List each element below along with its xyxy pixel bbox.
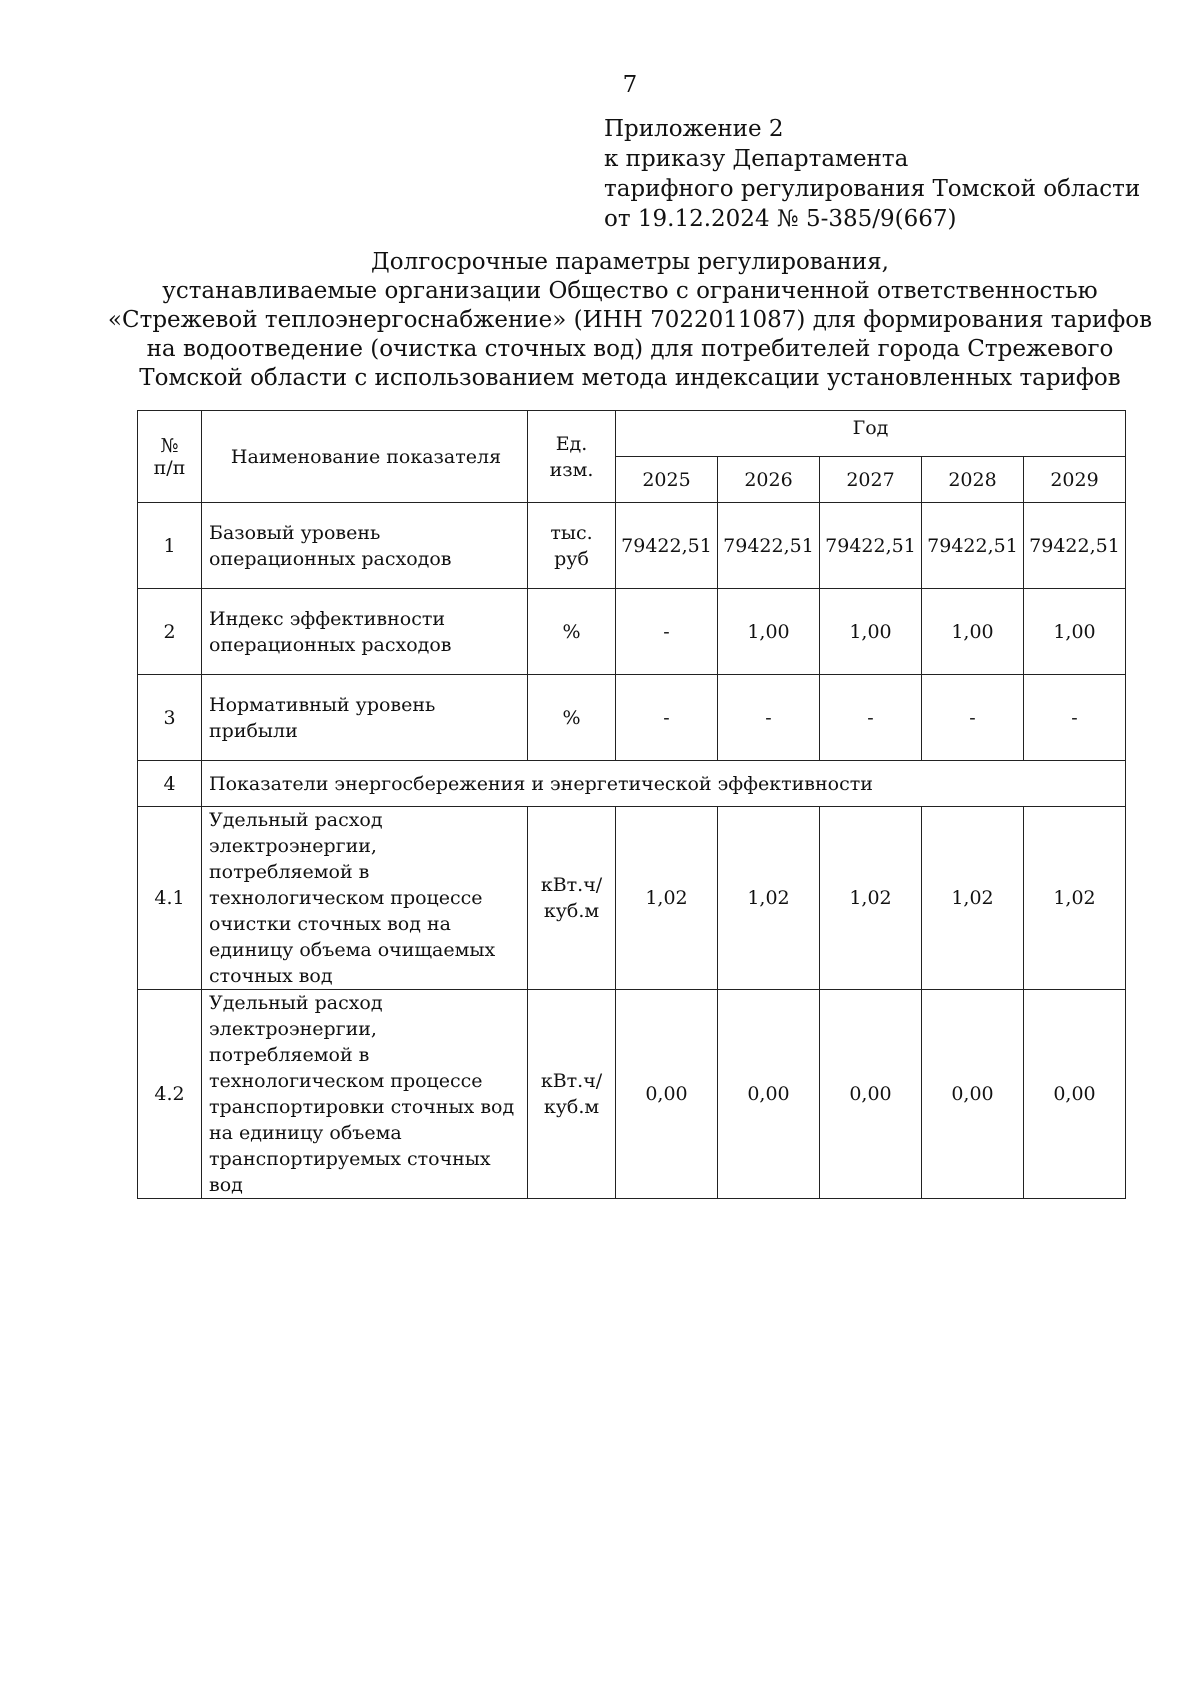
header-indicator-name: Наименование показателя xyxy=(202,411,528,503)
row-value: 79422,51 xyxy=(616,503,718,589)
title-line: «Стрежевой теплоэнергоснабжение» (ИНН 7022011087) для формирования тарифов xyxy=(107,307,1153,333)
row-value: 0,00 xyxy=(616,990,718,1199)
row-value: - xyxy=(718,675,820,761)
table-row xyxy=(138,675,1126,761)
row-value: - xyxy=(616,589,718,675)
header-year: 2029 xyxy=(1024,457,1126,503)
row-value: 79422,51 xyxy=(820,503,922,589)
row-value: 1,00 xyxy=(1024,589,1126,675)
appendix-line: от 19.12.2024 № 5-385/9(667) xyxy=(604,206,957,232)
table-row xyxy=(138,807,1126,990)
header-number-line2: п/п xyxy=(153,456,186,479)
row-indicator-name: Удельный расход электроэнергии, потребляемой в технологическом процессе очистки сточных вод на единицу объема очищаемых сточных вод xyxy=(202,807,528,990)
row-value: 79422,51 xyxy=(718,503,820,589)
row-unit-line1: тыс. xyxy=(550,521,593,544)
row-value: 1,02 xyxy=(616,807,718,990)
row-number: 3 xyxy=(138,675,202,761)
section-row xyxy=(138,761,1126,807)
row-unit xyxy=(528,990,616,1199)
section-title: Показатели энергосбережения и энергетической эффективности xyxy=(202,761,1126,807)
row-indicator-name: Удельный расход электроэнергии, потребляемой в технологическом процессе транспортировки сточных вод на единицу объема транспортируемых сточных вод xyxy=(202,990,528,1199)
page-number: 7 xyxy=(622,72,638,98)
row-indicator-name: Нормативный уровень прибыли xyxy=(202,675,528,761)
row-value: 1,00 xyxy=(922,589,1024,675)
row-value: 1,02 xyxy=(1024,807,1126,990)
row-value: 1,00 xyxy=(718,589,820,675)
parameters-table xyxy=(137,410,1126,1199)
row-value: - xyxy=(1024,675,1126,761)
document-title xyxy=(0,248,1200,393)
row-number: 1 xyxy=(138,503,202,589)
header-number xyxy=(138,411,202,503)
row-value: 1,00 xyxy=(820,589,922,675)
row-value: - xyxy=(820,675,922,761)
header-year: 2025 xyxy=(616,457,718,503)
row-value: 1,02 xyxy=(922,807,1024,990)
row-unit xyxy=(528,807,616,990)
header-year: 2027 xyxy=(820,457,922,503)
row-unit: % xyxy=(528,589,616,675)
header-unit xyxy=(528,411,616,503)
row-unit: % xyxy=(528,675,616,761)
row-number: 4.1 xyxy=(138,807,202,990)
row-value: - xyxy=(616,675,718,761)
title-line: на водоотведение (очистка сточных вод) для потребителей города Стрежевого xyxy=(146,336,1114,362)
row-value: 0,00 xyxy=(922,990,1024,1199)
row-value: - xyxy=(922,675,1024,761)
table-row xyxy=(138,589,1126,675)
row-value: 0,00 xyxy=(820,990,922,1199)
row-indicator-name: Базовый уровень операционных расходов xyxy=(202,503,528,589)
title-line: Долгосрочные параметры регулирования, xyxy=(371,249,889,275)
row-value: 0,00 xyxy=(1024,990,1126,1199)
row-unit-line2: куб.м xyxy=(543,900,600,922)
header-unit-line1: Ед. xyxy=(555,432,588,455)
row-value: 0,00 xyxy=(718,990,820,1199)
section-number: 4 xyxy=(138,761,202,807)
appendix-line: к приказу Департамента xyxy=(604,146,909,172)
row-unit xyxy=(528,503,616,589)
title-line: устанавливаемые организации Общество с ограниченной ответственностью xyxy=(162,278,1098,304)
header-year: 2026 xyxy=(718,457,820,503)
row-value: 1,02 xyxy=(820,807,922,990)
table-row xyxy=(138,990,1126,1199)
row-number: 2 xyxy=(138,589,202,675)
row-unit-line2: руб xyxy=(554,547,589,570)
appendix-line: Приложение 2 xyxy=(604,116,784,142)
table-row xyxy=(138,503,1126,589)
row-value: 79422,51 xyxy=(922,503,1024,589)
row-unit-line1: кВт.ч/ xyxy=(540,1070,603,1092)
header-number-line1: № xyxy=(160,434,179,457)
row-number: 4.2 xyxy=(138,990,202,1199)
row-unit-line1: кВт.ч/ xyxy=(540,874,603,896)
header-unit-line2: изм. xyxy=(549,458,594,481)
table-header-row xyxy=(138,411,1126,457)
row-value: 79422,51 xyxy=(1024,503,1126,589)
appendix-line: тарифного регулирования Томской области xyxy=(604,176,1141,202)
appendix-block xyxy=(604,114,1140,234)
row-value: 1,02 xyxy=(718,807,820,990)
header-year: 2028 xyxy=(922,457,1024,503)
row-indicator-name: Индекс эффективности операционных расходов xyxy=(202,589,528,675)
header-year-group: Год xyxy=(616,411,1126,457)
title-line: Томской области с использованием метода индексации установленных тарифов xyxy=(139,365,1121,391)
row-unit-line2: куб.м xyxy=(543,1096,600,1118)
